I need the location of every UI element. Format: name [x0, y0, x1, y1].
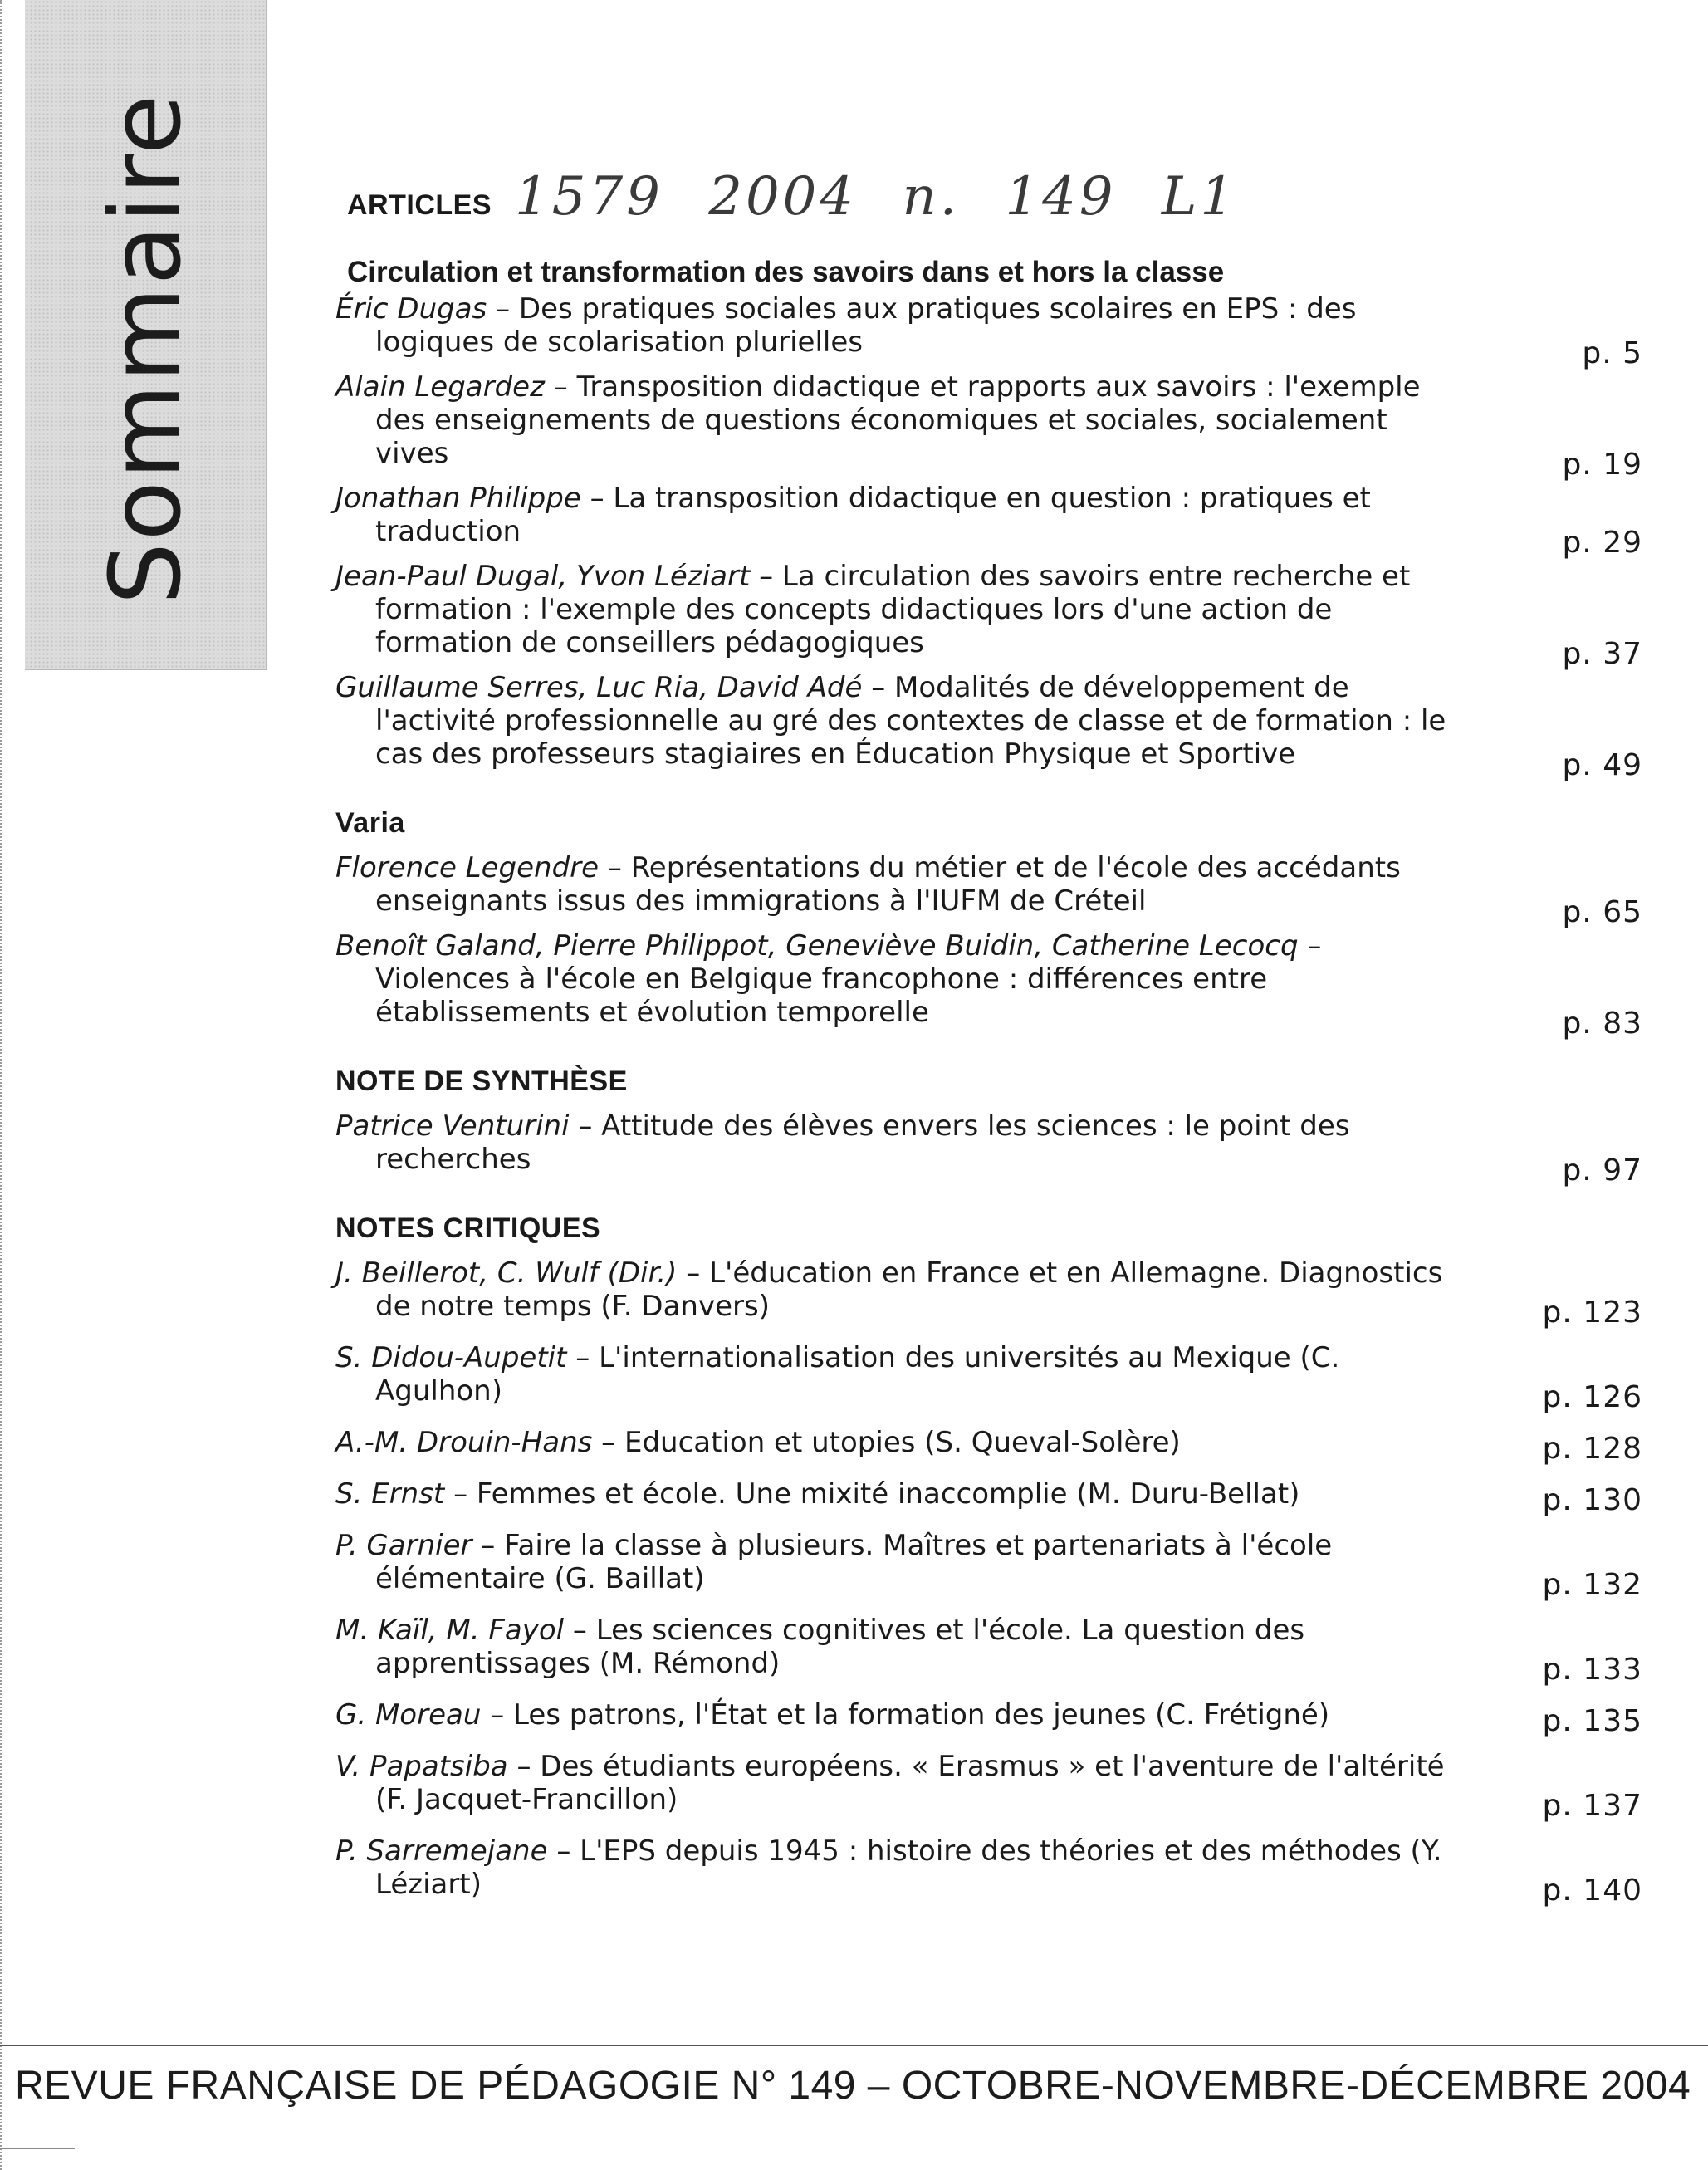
varia-list	[335, 851, 1664, 1041]
entry-dash: –	[677, 1256, 710, 1290]
entry-text	[335, 1750, 1465, 1816]
entry-author: P. Sarremejane	[335, 1834, 548, 1868]
entry-page-number: p. 137	[1542, 1789, 1642, 1823]
entry-dash: –	[507, 1750, 541, 1783]
synthese-label: NOTE DE SYNTHÈSE	[335, 1065, 628, 1097]
entry-author: A.-M. Drouin-Hans	[335, 1426, 593, 1459]
toc-entry	[335, 560, 1664, 671]
entry-title: La circulation des savoirs entre recherche et formation : l'exemple des concepts didactiques lors d'une action de formation de conseillers pédagogiques	[375, 560, 1411, 659]
entry-page-number: p. 133	[1542, 1653, 1642, 1687]
notes-critiques-label: NOTES CRITIQUES	[335, 1212, 601, 1244]
toc-entry	[335, 1426, 1664, 1466]
toc-entry	[335, 671, 1664, 782]
entry-dash: –	[544, 370, 577, 404]
entry-author: Florence Legendre	[335, 851, 600, 884]
entry-text	[335, 482, 1465, 548]
entry-dash: –	[566, 1341, 600, 1374]
side-title: Sommaire	[88, 92, 203, 605]
toc-entry	[335, 1750, 1664, 1823]
entry-author: G. Moreau	[335, 1698, 482, 1732]
toc-entry	[335, 1698, 1664, 1738]
entry-page-number: p. 97	[1562, 1154, 1642, 1188]
toc-entry	[335, 292, 1664, 370]
entry-page-number: p. 123	[1542, 1296, 1642, 1330]
toc-entry	[335, 929, 1664, 1041]
entry-title: Education et utopies (S. Queval-Solère)	[624, 1426, 1181, 1459]
entry-author: P. Garnier	[335, 1529, 472, 1562]
articles-list	[335, 292, 1664, 782]
synthese-list	[335, 1109, 1664, 1188]
entry-page-number: p. 37	[1562, 637, 1642, 671]
table-of-contents	[335, 166, 1664, 1919]
toc-entry	[335, 482, 1664, 560]
entry-page-number: p. 5	[1582, 336, 1642, 370]
entry-author: M. Kaïl, M. Fayol	[335, 1614, 565, 1647]
entry-title: La transposition didactique en question : pratiques et traduction	[375, 482, 1371, 548]
entry-text	[335, 292, 1465, 359]
sommaire-side-tab	[25, 0, 267, 670]
entry-dash: –	[547, 1834, 580, 1868]
entry-text	[335, 671, 1465, 771]
toc-entry	[335, 1529, 1664, 1602]
entry-author: Patrice Venturini	[335, 1109, 570, 1143]
entry-author: Jonathan Philippe	[335, 482, 581, 515]
entry-dash: –	[750, 560, 782, 593]
entry-text	[335, 1477, 1465, 1511]
notes-critiques-list	[335, 1256, 1664, 1908]
entry-title: Transposition didactique et rapports aux savoirs : l'exemple des enseignements de questions économiques et sociales, socialement vives	[375, 370, 1421, 470]
entry-text	[335, 1834, 1465, 1901]
entry-text	[335, 1426, 1465, 1459]
entry-dash: –	[444, 1477, 477, 1511]
entry-dash: –	[481, 1698, 514, 1732]
footer-rule	[0, 2045, 1708, 2046]
entry-dash: –	[472, 1529, 505, 1562]
entry-title: L'internationalisation des universités au Mexique (C. Agulhon)	[375, 1341, 1340, 1408]
varia-label: Varia	[335, 807, 405, 839]
entry-title: Attitude des élèves envers les sciences : le point des recherches	[375, 1109, 1350, 1176]
entry-text	[335, 929, 1465, 1029]
entry-author: V. Papatsiba	[335, 1750, 508, 1783]
articles-header	[347, 166, 1664, 233]
entry-title: Faire la classe à plusieurs. Maîtres et partenariats à l'école élémentaire (G. Baillat)	[375, 1529, 1333, 1595]
entry-page-number: p. 128	[1542, 1432, 1642, 1466]
entry-dash: –	[862, 671, 895, 704]
bottom-edge-mark	[0, 2148, 75, 2149]
entry-page-number: p. 65	[1562, 895, 1642, 929]
entry-title: L'éducation en France et en Allemagne. Diagnostics de notre temps (F. Danvers)	[375, 1256, 1443, 1323]
toc-entry	[335, 1477, 1664, 1517]
toc-entry	[335, 851, 1664, 929]
toc-entry	[335, 1109, 1664, 1188]
entry-text	[335, 1529, 1465, 1595]
journal-footer: REVUE FRANÇAISE DE PÉDAGOGIE N° 149 – OCTOBRE-NOVEMBRE-DÉCEMBRE 2004	[15, 2064, 1691, 2108]
entry-dash: –	[569, 1109, 602, 1143]
entry-page-number: p. 132	[1542, 1568, 1642, 1602]
entry-text	[335, 1109, 1465, 1176]
entry-text	[335, 1614, 1465, 1680]
entry-author: J. Beillerot, C. Wulf (Dir.)	[335, 1256, 678, 1290]
articles-theme: Circulation et transformation des savoirs dans et hors la classe	[347, 256, 1225, 288]
entry-dash: –	[599, 851, 631, 884]
entry-title: Les sciences cognitives et l'école. La question des apprentissages (M. Rémond)	[375, 1614, 1305, 1680]
entry-title: Femmes et école. Une mixité inaccomplie (M. Duru-Bellat)	[476, 1477, 1300, 1511]
entry-text	[335, 1698, 1465, 1732]
articles-label: ARTICLES	[347, 189, 492, 221]
entry-page-number: p. 29	[1562, 526, 1642, 560]
entry-page-number: p. 19	[1562, 448, 1642, 482]
entry-title: Violences à l'école en Belgique francophone : différences entre établissements et évolution temporelle	[375, 963, 1268, 1029]
entry-dash: –	[487, 292, 519, 326]
entry-title: L'EPS depuis 1945 : histoire des théories et des méthodes (Y. Léziart)	[375, 1834, 1442, 1901]
toc-entry	[335, 1341, 1664, 1414]
toc-entry	[335, 1614, 1664, 1687]
entry-text	[335, 370, 1465, 470]
entry-text	[335, 1256, 1465, 1323]
entry-author: Éric Dugas	[335, 292, 487, 326]
entry-text	[335, 851, 1465, 918]
entry-title: Représentations du métier et de l'école des accédants enseignants issus des immigrations à l'IUFM de Créteil	[375, 851, 1401, 918]
entry-text	[335, 560, 1465, 659]
entry-author: Benoît Galand, Pierre Philippot, Geneviève Buidin, Catherine Lecocq	[335, 929, 1299, 963]
entry-dash: –	[564, 1614, 596, 1647]
entry-page-number: p. 135	[1542, 1704, 1642, 1738]
toc-entry	[335, 1834, 1664, 1908]
entry-author: Jean-Paul Dugal, Yvon Léziart	[335, 560, 751, 593]
entry-page-number: p. 83	[1562, 1007, 1642, 1041]
handwritten-annotation: 1579 2004 n. 149 L1	[515, 166, 1238, 228]
entry-author: S. Ernst	[335, 1477, 445, 1511]
entry-dash: –	[1298, 929, 1322, 963]
entry-text	[335, 1341, 1465, 1408]
entry-author: Alain Legardez	[335, 370, 545, 404]
entry-title: Modalités de développement de l'activité professionnelle au gré des contextes de classe et de formation : le cas des professeurs stagiaires en Éducation Physique et Sportive	[375, 671, 1446, 771]
toc-entry	[335, 370, 1664, 482]
entry-author: S. Didou-Aupetit	[335, 1341, 567, 1374]
entry-title: Des pratiques sociales aux pratiques scolaires en EPS : des logiques de scolarisation plurielles	[375, 292, 1357, 359]
entry-dash: –	[592, 1426, 624, 1459]
entry-page-number: p. 126	[1542, 1380, 1642, 1414]
toc-entry	[335, 1256, 1664, 1330]
entry-page-number: p. 140	[1542, 1874, 1642, 1908]
entry-author: Guillaume Serres, Luc Ria, David Adé	[335, 671, 863, 704]
entry-title: Les patrons, l'État et la formation des jeunes (C. Frétigné)	[513, 1698, 1330, 1732]
entry-title: Des étudiants européens. « Erasmus » et l'aventure de l'altérité (F. Jacquet-Francillon)	[375, 1750, 1445, 1816]
scan-edge-marks	[0, 0, 5, 2170]
entry-page-number: p. 49	[1562, 748, 1642, 782]
entry-dash: –	[580, 482, 614, 515]
entry-page-number: p. 130	[1542, 1483, 1642, 1517]
